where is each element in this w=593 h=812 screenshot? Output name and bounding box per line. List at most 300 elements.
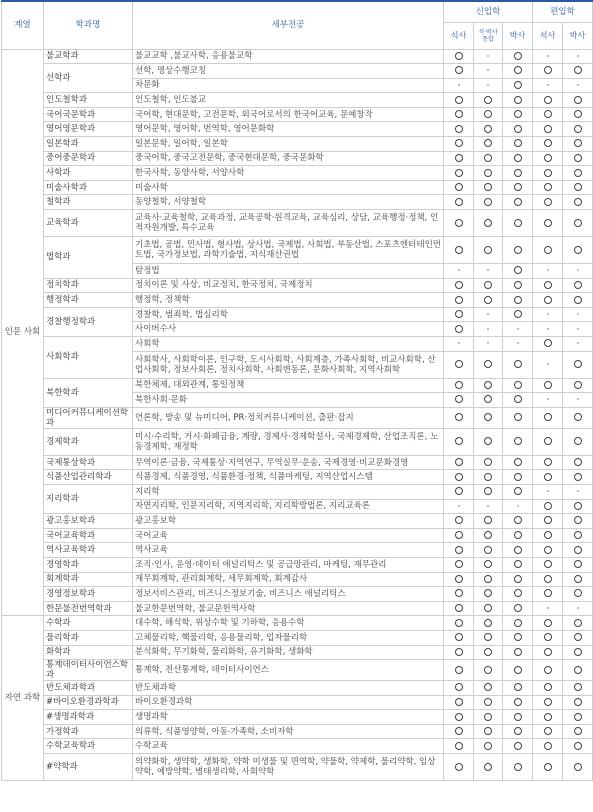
availability-mark [444, 166, 474, 181]
availability-mark [503, 210, 533, 237]
available-circle-icon [544, 246, 552, 254]
availability-mark [533, 78, 563, 93]
availability-mark [533, 166, 563, 181]
available-circle-icon [484, 437, 492, 445]
availability-mark [533, 499, 563, 514]
availability-mark [444, 528, 474, 543]
availability-mark [533, 378, 563, 393]
available-circle-icon [574, 413, 582, 421]
availability-mark [533, 137, 563, 152]
availability-mark [533, 455, 563, 470]
availability-mark [503, 572, 533, 587]
department-name: #바이오환경과학과 [44, 695, 133, 710]
available-circle-icon [514, 360, 522, 368]
available-circle-icon [455, 648, 463, 656]
available-circle-icon [484, 96, 492, 104]
major-detail: 사회학사, 사회학이론, 인구학, 도시사회학, 사회계층, 가족사회학, 비교사회학, 산업사회학, 정보사회론, 정치사회학, 사회변동론, 문화사회학, 지역사회학 [133, 351, 444, 378]
availability-mark [444, 78, 474, 93]
availability-mark [474, 93, 503, 108]
major-detail: 정치이론 및 사상, 비교정치, 한국정치, 국제정치 [133, 278, 444, 293]
availability-mark [533, 393, 563, 408]
availability-mark [444, 407, 474, 428]
table-row [2, 695, 593, 710]
available-circle-icon [455, 698, 463, 706]
availability-mark [444, 470, 474, 485]
availability-mark [444, 151, 474, 166]
available-circle-icon [455, 437, 463, 445]
available-circle-icon [544, 139, 552, 147]
available-circle-icon [484, 110, 492, 118]
table-row [2, 195, 593, 210]
unavailable-dot-icon [577, 607, 579, 609]
table-row [2, 64, 593, 79]
availability-mark [474, 49, 503, 64]
unavailable-dot-icon [547, 490, 549, 492]
availability-mark [533, 724, 563, 739]
table-row [2, 107, 593, 122]
availability-mark [563, 351, 593, 378]
availability-mark [503, 237, 533, 264]
available-circle-icon [574, 154, 582, 162]
table-row [2, 293, 593, 308]
available-circle-icon [544, 66, 552, 74]
table-row [2, 645, 593, 660]
availability-mark [533, 107, 563, 122]
availability-mark [503, 710, 533, 725]
availability-mark [563, 337, 593, 352]
available-circle-icon [484, 125, 492, 133]
availability-mark [444, 681, 474, 696]
header-department: 학과명 [44, 1, 133, 49]
availability-mark [563, 470, 593, 485]
available-circle-icon [574, 763, 582, 771]
unavailable-dot-icon [577, 269, 579, 271]
category-cell: 자연 과학 [2, 616, 44, 781]
major-detail: 선학, 명상수행코칭 [133, 64, 444, 79]
major-detail: 한국사학, 동양사학, 서양사학 [133, 166, 444, 181]
available-circle-icon [484, 648, 492, 656]
availability-mark [503, 484, 533, 499]
available-circle-icon [455, 381, 463, 389]
available-circle-icon [544, 458, 552, 466]
available-circle-icon [514, 66, 522, 74]
available-circle-icon [574, 183, 582, 191]
unavailable-dot-icon [547, 607, 549, 609]
table-row [2, 739, 593, 754]
available-circle-icon [455, 183, 463, 191]
major-detail: 탐정법 [133, 264, 444, 279]
available-circle-icon [544, 381, 552, 389]
availability-mark [533, 351, 563, 378]
availability-mark [563, 645, 593, 660]
unavailable-dot-icon [458, 505, 460, 507]
unavailable-dot-icon [577, 55, 579, 57]
availability-mark [563, 428, 593, 455]
availability-mark [533, 739, 563, 754]
unavailable-dot-icon [487, 269, 489, 271]
available-circle-icon [484, 395, 492, 403]
department-name: 물리학과 [44, 630, 133, 645]
availability-mark [563, 484, 593, 499]
major-detail: 수학교육 [133, 739, 444, 754]
table-body [2, 49, 593, 781]
major-detail: 불교교학 ,불교사학, 응용불교학 [133, 49, 444, 64]
availability-mark [533, 557, 563, 572]
table-row [2, 93, 593, 108]
available-circle-icon [514, 139, 522, 147]
header-transfer-doctoral: 박사 [563, 22, 593, 49]
available-circle-icon [455, 575, 463, 583]
table-row [2, 660, 593, 681]
availability-mark [503, 407, 533, 428]
availability-mark [503, 601, 533, 616]
available-circle-icon [514, 310, 522, 318]
available-circle-icon [455, 96, 463, 104]
availability-mark [444, 754, 474, 781]
available-circle-icon [514, 169, 522, 177]
table-row [2, 710, 593, 725]
available-circle-icon [574, 531, 582, 539]
department-name: 경찰행정학과 [44, 307, 133, 336]
availability-mark [474, 307, 503, 322]
availability-mark [533, 587, 563, 602]
table-row [2, 724, 593, 739]
available-circle-icon [455, 531, 463, 539]
major-detail: 조직·인사, 운영·데이터 애널리틱스 및 공급망관리, 마케팅, 재무관리 [133, 557, 444, 572]
available-circle-icon [574, 437, 582, 445]
availability-mark [563, 278, 593, 293]
availability-mark [563, 122, 593, 137]
available-circle-icon [514, 296, 522, 304]
available-circle-icon [484, 698, 492, 706]
availability-mark [474, 64, 503, 79]
availability-mark [563, 724, 593, 739]
availability-mark [444, 264, 474, 279]
availability-mark [444, 378, 474, 393]
available-circle-icon [455, 281, 463, 289]
available-circle-icon [544, 296, 552, 304]
availability-mark [563, 49, 593, 64]
availability-mark [533, 695, 563, 710]
availability-mark [444, 557, 474, 572]
availability-mark [474, 237, 503, 264]
available-circle-icon [544, 96, 552, 104]
availability-mark [503, 351, 533, 378]
available-circle-icon [455, 560, 463, 568]
available-circle-icon [514, 619, 522, 627]
department-name: 중어중문학과 [44, 151, 133, 166]
availability-mark [533, 322, 563, 337]
available-circle-icon [574, 546, 582, 554]
availability-mark [444, 499, 474, 514]
department-name: 법학과 [44, 237, 133, 279]
department-name: 미디어커뮤니케이션학과 [44, 407, 133, 428]
table-row [2, 378, 593, 393]
availability-mark [474, 616, 503, 631]
available-circle-icon [574, 742, 582, 750]
availability-mark [563, 407, 593, 428]
availability-mark [503, 616, 533, 631]
availability-mark [533, 616, 563, 631]
availability-mark [474, 322, 503, 337]
major-detail: 경찰학, 범죄학, 법심리학 [133, 307, 444, 322]
availability-mark [563, 78, 593, 93]
available-circle-icon [455, 66, 463, 74]
table-row [2, 630, 593, 645]
unavailable-dot-icon [487, 84, 489, 86]
available-circle-icon [484, 139, 492, 147]
availability-mark [503, 528, 533, 543]
available-circle-icon [574, 516, 582, 524]
availability-mark [503, 49, 533, 64]
availability-mark [533, 601, 563, 616]
available-circle-icon [455, 458, 463, 466]
availability-mark [444, 393, 474, 408]
availability-mark [503, 166, 533, 181]
available-circle-icon [455, 666, 463, 674]
available-circle-icon [484, 154, 492, 162]
available-circle-icon [544, 281, 552, 289]
available-circle-icon [514, 666, 522, 674]
availability-mark [474, 499, 503, 514]
department-name: 경영정보학과 [44, 587, 133, 602]
available-circle-icon [484, 713, 492, 721]
availability-mark [503, 278, 533, 293]
availability-mark [533, 710, 563, 725]
available-circle-icon [484, 546, 492, 554]
available-circle-icon [484, 683, 492, 691]
available-circle-icon [514, 546, 522, 554]
availability-mark [503, 195, 533, 210]
availability-mark [503, 470, 533, 485]
available-circle-icon [574, 633, 582, 641]
major-detail: 자연지리학, 인문지리학, 지역지리학, 지리학방법론, 지리교육론 [133, 499, 444, 514]
available-circle-icon [514, 125, 522, 133]
department-name: 경제학과 [44, 428, 133, 455]
header-transfer-masters: 석사 [533, 22, 563, 49]
availability-mark [563, 64, 593, 79]
availability-mark [444, 107, 474, 122]
available-circle-icon [574, 219, 582, 227]
major-detail: 미시·수리학, 거시·화폐금융, 계량, 경제사·경제학설사, 국제경제학, 산업조직론, 노동경제학, 재정학 [133, 428, 444, 455]
availability-mark [533, 237, 563, 264]
availability-mark [533, 470, 563, 485]
available-circle-icon [544, 742, 552, 750]
available-circle-icon [484, 413, 492, 421]
available-circle-icon [544, 169, 552, 177]
availability-mark [474, 78, 503, 93]
department-name: 역사교육학과 [44, 543, 133, 558]
availability-mark [563, 739, 593, 754]
major-detail: 분석화학, 무기화학, 물리화학, 유기화학, 생화학 [133, 645, 444, 660]
available-circle-icon [455, 169, 463, 177]
available-circle-icon [455, 395, 463, 403]
availability-mark [533, 337, 563, 352]
available-circle-icon [484, 198, 492, 206]
available-circle-icon [544, 219, 552, 227]
availability-mark [563, 237, 593, 264]
availability-mark [533, 543, 563, 558]
available-circle-icon [455, 516, 463, 524]
unavailable-dot-icon [547, 398, 549, 400]
availability-mark [503, 587, 533, 602]
available-circle-icon [544, 633, 552, 641]
available-circle-icon [455, 246, 463, 254]
availability-mark [533, 64, 563, 79]
available-circle-icon [455, 52, 463, 60]
available-circle-icon [455, 219, 463, 227]
availability-mark [533, 278, 563, 293]
available-circle-icon [514, 575, 522, 583]
major-detail: 역사교육 [133, 543, 444, 558]
available-circle-icon [484, 763, 492, 771]
available-circle-icon [544, 727, 552, 735]
department-name: 북한학과 [44, 378, 133, 407]
availability-mark [563, 557, 593, 572]
table-row [2, 278, 593, 293]
available-circle-icon [514, 683, 522, 691]
availability-mark [444, 137, 474, 152]
available-circle-icon [514, 266, 522, 274]
availability-mark [474, 557, 503, 572]
availability-mark [563, 543, 593, 558]
available-circle-icon [455, 473, 463, 481]
available-circle-icon [455, 139, 463, 147]
major-detail: 기초법, 공법, 민사법, 형사법, 상사법, 국제법, 사회법, 부동산법, 스포츠엔터테인먼트법, 국가정보법, 과학기술법, 지식재산권법 [133, 237, 444, 264]
availability-mark [503, 724, 533, 739]
availability-mark [474, 407, 503, 428]
department-name: 국어교육학과 [44, 528, 133, 543]
available-circle-icon [455, 325, 463, 333]
available-circle-icon [455, 360, 463, 368]
available-circle-icon [484, 516, 492, 524]
available-circle-icon [484, 296, 492, 304]
availability-mark [474, 724, 503, 739]
department-name: 행정학과 [44, 293, 133, 308]
availability-mark [533, 630, 563, 645]
availability-mark [474, 122, 503, 137]
available-circle-icon [484, 560, 492, 568]
availability-mark [474, 137, 503, 152]
availability-mark [503, 322, 533, 337]
available-circle-icon [514, 742, 522, 750]
availability-mark [563, 180, 593, 195]
availability-mark [503, 645, 533, 660]
available-circle-icon [484, 458, 492, 466]
available-circle-icon [514, 648, 522, 656]
available-circle-icon [544, 413, 552, 421]
header-masters: 석사 [444, 22, 474, 49]
department-name: #생명과학과 [44, 710, 133, 725]
major-detail: 교육사·교육철학, 교육과정, 교육공학·원격교육, 교육심리, 상담, 교육행정·정책, 인적자원개발, 특수교육 [133, 210, 444, 237]
graduate-programs-table [1, 0, 593, 781]
department-name: 선학과 [44, 64, 133, 93]
availability-mark [503, 64, 533, 79]
availability-mark [474, 681, 503, 696]
table-row [2, 484, 593, 499]
major-detail: 북한체제, 대외관계, 통일정책 [133, 378, 444, 393]
department-name: 식품산업관리학과 [44, 470, 133, 485]
available-circle-icon [544, 183, 552, 191]
table-row [2, 587, 593, 602]
availability-mark [533, 484, 563, 499]
available-circle-icon [484, 666, 492, 674]
major-detail: 반도체과학 [133, 681, 444, 696]
department-name: 화학과 [44, 645, 133, 660]
category-cell: 인문 사회 [2, 49, 44, 616]
unavailable-dot-icon [487, 505, 489, 507]
available-circle-icon [455, 487, 463, 495]
available-circle-icon [574, 66, 582, 74]
available-circle-icon [574, 589, 582, 597]
department-name: 광고홍보학과 [44, 514, 133, 529]
availability-mark [503, 543, 533, 558]
major-detail: 중국어학, 중국고전문학, 중국현대문학, 중국문화학 [133, 151, 444, 166]
availability-mark [503, 337, 533, 352]
availability-mark [444, 660, 474, 681]
major-detail: 언론학, 방송 및 뉴미디어, PR·정치커뮤니케이션, 출판·잡지 [133, 407, 444, 428]
department-name: #약학과 [44, 754, 133, 781]
availability-mark [503, 455, 533, 470]
table-row [2, 307, 593, 322]
available-circle-icon [574, 666, 582, 674]
available-circle-icon [574, 713, 582, 721]
available-circle-icon [455, 125, 463, 133]
available-circle-icon [544, 198, 552, 206]
availability-mark [444, 514, 474, 529]
major-detail: 무역이론·금융, 국제통상·지역연구, 무역실무·운송, 국제경영·비교문화경영 [133, 455, 444, 470]
availability-mark [474, 337, 503, 352]
availability-mark [533, 264, 563, 279]
available-circle-icon [544, 125, 552, 133]
availability-mark [444, 645, 474, 660]
availability-mark [533, 407, 563, 428]
availability-mark [563, 710, 593, 725]
availability-mark [563, 166, 593, 181]
availability-mark [503, 660, 533, 681]
available-circle-icon [574, 698, 582, 706]
major-detail: 차문화 [133, 78, 444, 93]
department-name: 통계데이터사이언스학과 [44, 660, 133, 681]
available-circle-icon [514, 589, 522, 597]
available-circle-icon [514, 437, 522, 445]
table-row [2, 601, 593, 616]
available-circle-icon [455, 683, 463, 691]
major-detail: 지리학 [133, 484, 444, 499]
available-circle-icon [544, 648, 552, 656]
availability-mark [503, 180, 533, 195]
available-circle-icon [574, 198, 582, 206]
unavailable-dot-icon [577, 313, 579, 315]
unavailable-dot-icon [487, 313, 489, 315]
availability-mark [503, 739, 533, 754]
availability-mark [474, 601, 503, 616]
availability-mark [503, 307, 533, 322]
major-detail: 사회학 [133, 337, 444, 352]
availability-mark [563, 681, 593, 696]
availability-mark [444, 180, 474, 195]
available-circle-icon [455, 619, 463, 627]
table-row [2, 455, 593, 470]
available-circle-icon [484, 633, 492, 641]
major-detail: 동양철학, 서양철학 [133, 195, 444, 210]
availability-mark [474, 695, 503, 710]
availability-mark [444, 587, 474, 602]
availability-mark [503, 151, 533, 166]
available-circle-icon [455, 589, 463, 597]
availability-mark [503, 264, 533, 279]
available-circle-icon [574, 458, 582, 466]
